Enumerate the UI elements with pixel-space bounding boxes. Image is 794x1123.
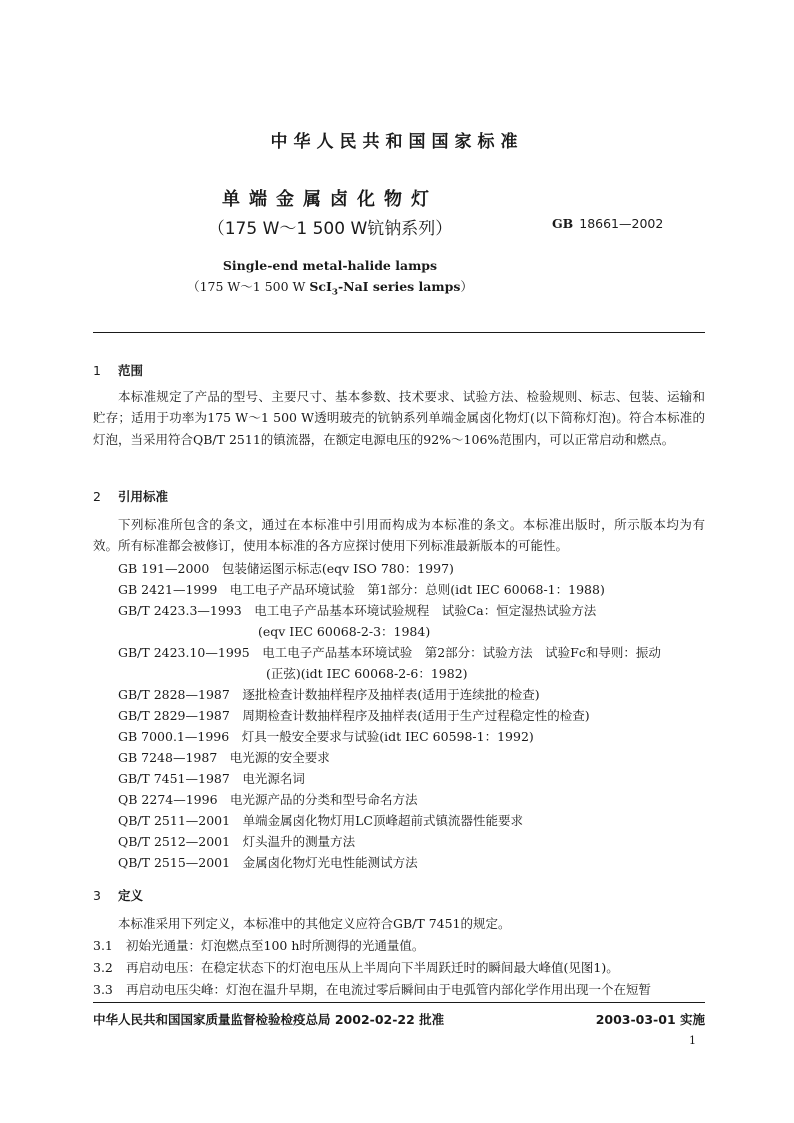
footer-effective-date: 2003-03-01 实施 (595, 1012, 705, 1027)
subtitle-en-formula: ScI (309, 279, 332, 294)
subtitle-en-post: ） (460, 279, 473, 294)
definition-text: 再启动电压尖峰：灯泡在温升早期，在电流过零后瞬间由于电弧管内部化学作用出现一个在短暂 (126, 982, 652, 997)
standard-number (552, 216, 663, 231)
reference-item: QB/T 2512—2001 灯头温升的测量方法 (118, 834, 356, 849)
standard-prefix: GB (552, 216, 574, 231)
definition-text: 初始光通量：灯泡燃点至100 h时所测得的光通量值。 (126, 938, 425, 953)
reference-item: GB/T 2423.3—1993 电工电子产品基本环境试验规程 试验Ca：恒定湿热试验方法 (118, 603, 597, 618)
page-number: 1 (689, 1034, 696, 1047)
subtitle-en-pre: （175 W～1 500 W (187, 279, 310, 294)
section-2-heading (93, 487, 168, 505)
section-1-paragraph: 本标准规定了产品的型号、主要尺寸、基本参数、技术要求、试验方法、检验规则、标志、包装、运输和贮存；适用于功率为175 W～1 500 W透明玻壳的钪钠系列单端金属卤化物灯(以下简称灯泡)。符合本标准的灯泡，当采用符合QB/T 2511的镇流器，在额定电源电压的92%～106%范围内，可以正常启动和燃点。 (93, 389, 705, 447)
header-divider (93, 332, 705, 333)
standard-code: 18661—2002 (579, 216, 664, 231)
reference-item: QB 2274—1996 电光源产品的分类和型号命名方法 (118, 792, 418, 807)
footer-divider (93, 1002, 705, 1003)
reference-item: GB 7000.1—1996 灯具一般安全要求与试验(idt IEC 60598-1：1992) (118, 729, 534, 744)
reference-item: GB 191—2000 包装储运图示标志(eqv ISO 780：1997) (118, 561, 454, 576)
definition-item (93, 958, 619, 976)
section-2-title: 引用标准 (118, 489, 169, 504)
section-3-heading (93, 886, 143, 904)
reference-item: GB/T 7451—1987 电光源名词 (118, 771, 305, 786)
definition-item (93, 980, 651, 998)
reference-item: GB/T 2828—1987 逐批检查计数抽样程序及抽样表(适用于连续批的检查) (118, 687, 540, 702)
document-subtitle-cn: （175 W～1 500 W钪钠系列） (207, 219, 453, 239)
footer-issuer: 中华人民共和国国家质量监督检验检疫总局 2002-02-22 批准 (93, 1012, 445, 1027)
reference-item-continuation: (正弦)(idt IEC 60068-2-6：1982) (266, 666, 468, 681)
section-2-paragraph: 下列标准所包含的条文，通过在本标准中引用而构成为本标准的条文。本标准出版时，所示版本均为有效。所有标准都会被修订，使用本标准的各方应探讨使用下列标准最新版本的可能性。 (93, 517, 705, 554)
section-3-number: 3 (93, 888, 101, 903)
definition-number: 3.3 (93, 982, 113, 997)
document-title-cn: 单端金属卤化物灯 (222, 189, 438, 210)
reference-item: GB 7248—1987 电光源的安全要求 (118, 750, 330, 765)
reference-item: QB/T 2511—2001 单端金属卤化物灯用LC顶峰超前式镇流器性能要求 (118, 813, 523, 828)
section-1-title: 范围 (118, 363, 144, 378)
definition-text: 再启动电压：在稳定状态下的灯泡电压从上半周向下半周跃迁时的瞬间最大峰值(见图1)。 (126, 960, 619, 975)
subtitle-en-subscript: 3 (331, 287, 338, 298)
reference-item: GB/T 2423.10—1995 电工电子产品基本环境试验 第2部分：试验方法 试验Fc和导则：振动 (118, 645, 661, 660)
section-2-number: 2 (93, 489, 101, 504)
reference-item: GB 2421—1999 电工电子产品环境试验 第1部分：总则(idt IEC 60068-1：1988) (118, 582, 605, 597)
national-standard-title: 中华人民共和国国家标准 (270, 132, 524, 152)
subtitle-en-series: -NaI series lamps (337, 279, 461, 294)
document-title-en: Single-end metal-halide lamps (222, 258, 438, 273)
reference-item: QB/T 2515—2001 金属卤化物灯光电性能测试方法 (118, 855, 418, 870)
reference-item-continuation: (eqv IEC 60068-2-3：1984) (258, 624, 431, 639)
section-1-number: 1 (93, 363, 101, 378)
section-1-heading (93, 361, 143, 379)
section-3-paragraph: 本标准采用下列定义，本标准中的其他定义应符合GB/T 7451的规定。 (118, 916, 511, 931)
definition-item (93, 936, 424, 954)
definition-number: 3.2 (93, 960, 113, 975)
section-3-title: 定义 (118, 888, 144, 903)
definition-number: 3.1 (93, 938, 113, 953)
document-subtitle-en (0, 277, 660, 298)
reference-item: GB/T 2829—1987 周期检查计数抽样程序及抽样表(适用于生产过程稳定性的检查) (118, 708, 590, 723)
